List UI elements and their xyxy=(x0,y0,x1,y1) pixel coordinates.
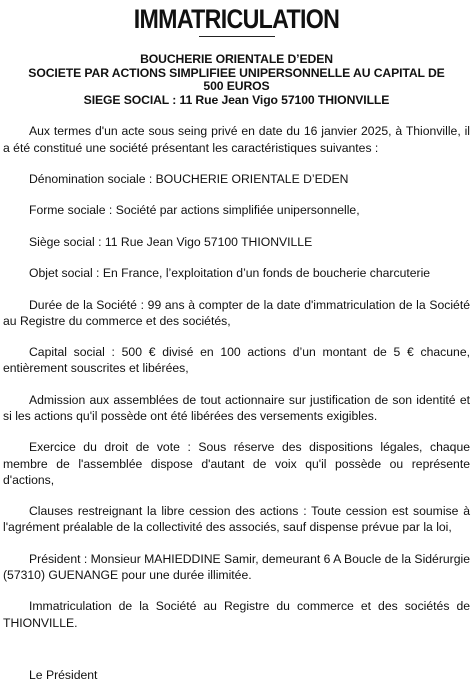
company-registered-office: SIEGE SOCIAL : 11 Rue Jean Vigo 57100 THIONVILLE xyxy=(83,92,390,107)
president-paragraph: Président : Monsieur MAHIEDDINE Samir, demeurant 6 A Boucle de la Sidérurgie (57310) GUENANGE pour une durée illimitée. xyxy=(3,551,470,582)
voting-rights-paragraph: Exercice du droit de vote : Sous réserve des dispositions légales, chaque membre de l'assemblée dispose d'autant de voix qu'il possède ou représente d'actions, xyxy=(3,440,470,487)
title-underline xyxy=(199,36,275,37)
company-capital-amount: 500 EUROS xyxy=(203,79,270,94)
legal-form-paragraph: Forme sociale : Société par actions simplifiée unipersonnelle, xyxy=(29,203,360,218)
denomination-paragraph: Dénomination sociale : BOUCHERIE ORIENTALE D’EDEN xyxy=(29,171,349,186)
registered-office-paragraph: Siège social : 11 Rue Jean Vigo 57100 THIONVILLE xyxy=(29,234,313,249)
intro-paragraph: Aux termes d'un acte sous seing privé en date du 16 janvier 2025, à Thionville, il a été constitué une société présentant les caractéristiques suivantes : xyxy=(3,124,470,155)
business-purpose-paragraph: Objet social : En France, l’exploitation d’un fonds de boucherie charcuterie xyxy=(29,266,431,281)
registration-paragraph: Immatriculation de la Société au Registre du commerce et des sociétés de THIONVILLE. xyxy=(3,599,470,630)
page-title: IMMATRICULATION xyxy=(133,4,340,34)
company-header xyxy=(3,53,470,107)
company-form-capital: SOCIETE PAR ACTIONS SIMPLIFIEE UNIPERSONNELLE AU CAPITAL DE xyxy=(28,65,445,80)
transfer-clauses-paragraph: Clauses restreignant la libre cession des actions : Toute cession est soumise à l'agrément préalable de la collectivité des associés, sauf dispense prévue par la loi, xyxy=(3,504,470,535)
duration-paragraph: Durée de la Société : 99 ans à compter de la date d'immatriculation de la Société au Registre du commerce et des sociétés, xyxy=(3,297,470,328)
signature-line: Le Président xyxy=(29,667,98,682)
company-name: BOUCHERIE ORIENTALE D’EDEN xyxy=(140,52,333,66)
admission-paragraph: Admission aux assemblées de tout actionnaire sur justification de son identité et si les actions qu'il possède ont été libérées des versements exigibles. xyxy=(3,392,470,423)
notice-body xyxy=(3,123,470,683)
share-capital-paragraph: Capital social : 500 € divisé en 100 actions d’un montant de 5 € chacune, entièrement souscrites et libérées, xyxy=(3,345,470,376)
